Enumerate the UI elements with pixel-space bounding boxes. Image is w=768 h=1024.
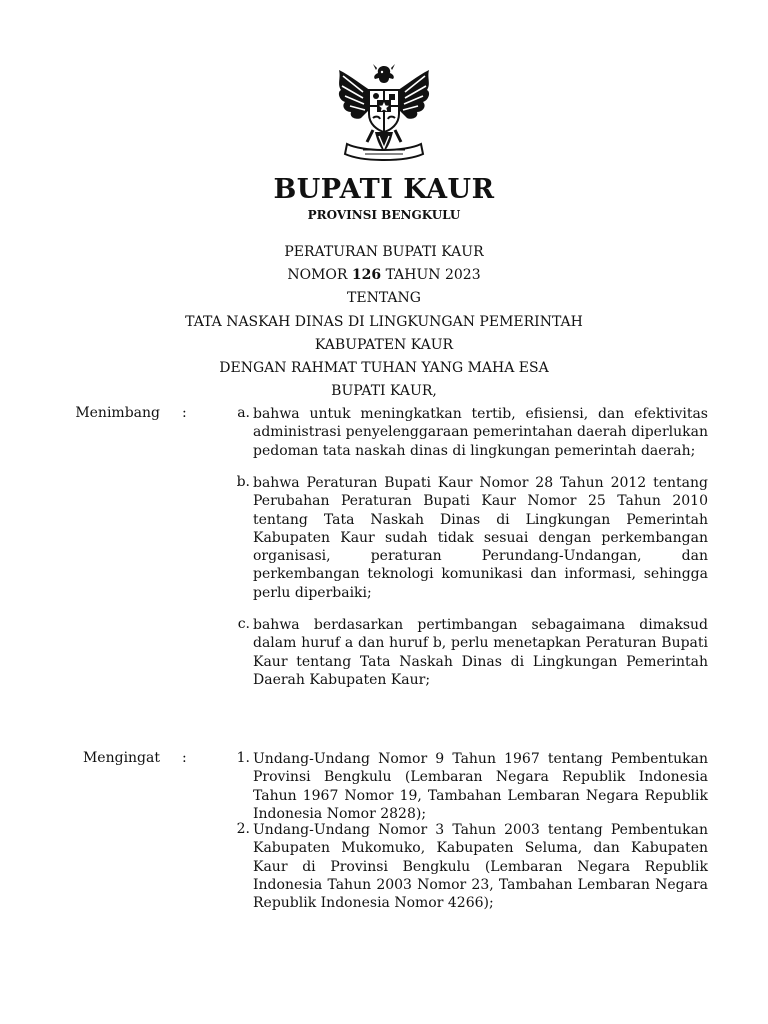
- regulation-heading: PERATURAN BUPATI KAUR: [284, 244, 484, 260]
- regulation-subject-line1: TATA NASKAH DINAS DI LINGKUNGAN PEMERINTAH: [185, 314, 583, 330]
- list-item-text: Undang-Undang Nomor 3 Tahun 2003 tentang Pembentukan Kabupaten Mukomuko, Kabupaten Seluma, dan Kabupaten Kaur di Provinsi Bengkulu (Lembaran Negara Republik Indonesia Tahun 2003 Nomor 23, Tambahan Lembaran Negara Republik Indonesia Nomor 4266);: [253, 822, 708, 912]
- mengingat-colon: :: [182, 750, 187, 766]
- document-title: BUPATI KAUR: [273, 174, 495, 205]
- list-marker: 1.: [236, 750, 250, 766]
- garuda-emblem-icon: [333, 62, 435, 170]
- regulation-number: 126: [351, 267, 382, 283]
- regulation-number-line: [0, 266, 768, 284]
- list-marker: c.: [237, 616, 250, 632]
- number-suffix: TAHUN 2023: [385, 267, 481, 283]
- regulation-subject-line2: KABUPATEN KAUR: [314, 337, 454, 353]
- menimbang-label: Menimbang: [75, 405, 160, 421]
- mengingat-label: Mengingat: [82, 750, 160, 766]
- list-item-text: bahwa untuk meningkatkan tertib, efisiensi, dan efektivitas administrasi penyelenggaraan pemerintahan daerah diperlukan pedoman tata naskah dinas di lingkungan pemerintah daerah;: [253, 406, 708, 459]
- list-marker: a.: [237, 405, 250, 421]
- issuer-line: BUPATI KAUR,: [331, 383, 437, 399]
- list-item-text: Undang-Undang Nomor 9 Tahun 1967 tentang Pembentukan Provinsi Bengkulu (Lembaran Negara Republik Indonesia Tahun 1967 Nomor 19, Tambahan Lembaran Negara Republik Indonesia Nomor 2828);: [253, 751, 708, 822]
- list-item-text: bahwa berdasarkan pertimbangan sebagaimana dimaksud dalam huruf a dan huruf b, perlu menetapkan Peraturan Bupati Kaur tentang Tata Naskah Dinas di Lingkungan Pemerintah Daerah Kabupaten Kaur;: [253, 617, 708, 688]
- document-subtitle: PROVINSI BENGKULU: [307, 208, 461, 222]
- regulation-about: TENTANG: [347, 290, 421, 306]
- menimbang-colon: :: [182, 405, 187, 421]
- list-marker: 2.: [236, 821, 250, 837]
- list-marker: b.: [236, 474, 250, 490]
- number-prefix: NOMOR: [287, 267, 348, 283]
- list-item-text: bahwa Peraturan Bupati Kaur Nomor 28 Tahun 2012 tentang Perubahan Peraturan Bupati Kaur Nomor 25 Tahun 2010 tentang Tata Naskah Dinas di Lingkungan Pemerintah Kabupaten Kaur sudah tidak sesuai dengan perkembangan organisasi, peraturan Perundang-Undangan, dan perkembangan teknologi komunikasi dan informasi, sehingga perlu diperbaiki;: [253, 475, 708, 601]
- blessing-line: DENGAN RAHMAT TUHAN YANG MAHA ESA: [219, 360, 549, 376]
